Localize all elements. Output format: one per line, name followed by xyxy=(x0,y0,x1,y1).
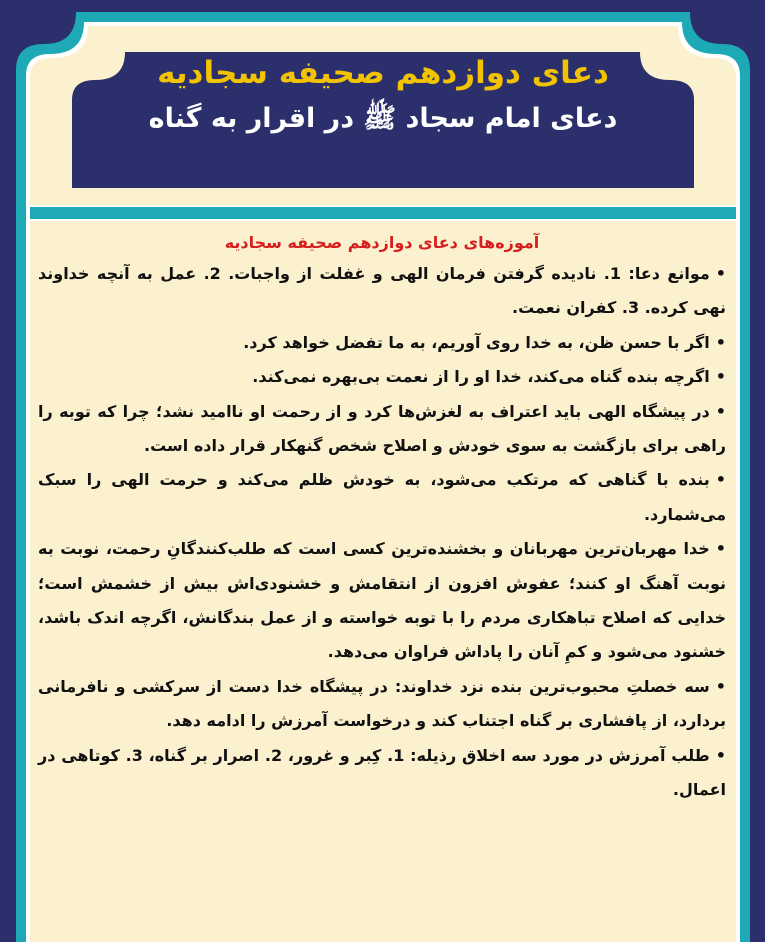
content-area xyxy=(38,232,726,808)
list-item: •سه خصلتِ محبوب‌ترین بنده نزد خداوند: در پیشگاه خدا دست از سرکشی و نافرمانی بردارد، از پافشاری بر گناه اجتناب کند و درخواست آمرزش را ادامه دهد. xyxy=(38,670,726,739)
list-item: •خدا مهربان‌ترین مهربانان و بخشنده‌ترین کسی است که طلب‌کنندگانِ رحمت، نوبت به نوبت آهنگ او کنند؛ عفوش افزون از انتقامش و خشنودی‌اش بیش از خشمش است؛ خدایی که اصلاح تباهکاری مردم را با توبه خواسته و از عمل بندگانش، اگرچه اندک باشد، خشنود می‌شود و کمِ آنان را پاداش فراوان می‌دهد. xyxy=(38,532,726,670)
bullet-icon: • xyxy=(715,745,726,765)
title-area xyxy=(68,48,698,188)
list-item: •در پیشگاه الهی باید اعتراف به لغزش‌ها کرد و از رحمت او ناامید نشد؛ چرا که توبه را راهی برای بازگشت به سوی خودش و اصلاح شخص گنهکار قرار داده است. xyxy=(38,395,726,464)
section-heading: آموزه‌های دعای دوازدهم صحیفه سجادیه xyxy=(224,233,540,252)
bullet-icon: • xyxy=(715,401,726,421)
bullet-icon: • xyxy=(715,539,726,559)
list-item: •اگرچه بنده گناه می‌کند، خدا او را از نعمت بی‌بهره نمی‌کند. xyxy=(38,360,726,394)
sub-title: دعای امام سجاد ﷺ در اقرار به گناه xyxy=(148,103,618,134)
list-item: •موانع دعا: 1. نادیده گرفتن فرمان الهی و غفلت از واجبات. 2. عمل به آنچه خداوند نهی کرده. 3. کفران نعمت. xyxy=(38,257,726,326)
bullet-icon: • xyxy=(715,367,726,387)
list-item: •طلب آمرزش در مورد سه اخلاق رذیله: 1. کِبر و غرور، 2. اصرار بر گناه، 3. کوتاهی در اعمال. xyxy=(38,739,726,808)
bullet-icon: • xyxy=(715,332,726,352)
list-item: •بنده با گناهی که مرتکب می‌شود، به خودش ظلم می‌کند و حرمت الهی را سبک می‌شمارد. xyxy=(38,463,726,532)
bullet-icon: • xyxy=(715,470,726,490)
list-item: •اگر با حسن ظن، به خدا روی آوریم، به ما تفضل خواهد کرد. xyxy=(38,326,726,360)
divider-band xyxy=(30,207,736,219)
bullet-icon: • xyxy=(715,676,726,696)
bullet-icon: • xyxy=(715,264,727,283)
main-title: دعای دوازدهم صحیفه سجادیه xyxy=(157,55,609,91)
